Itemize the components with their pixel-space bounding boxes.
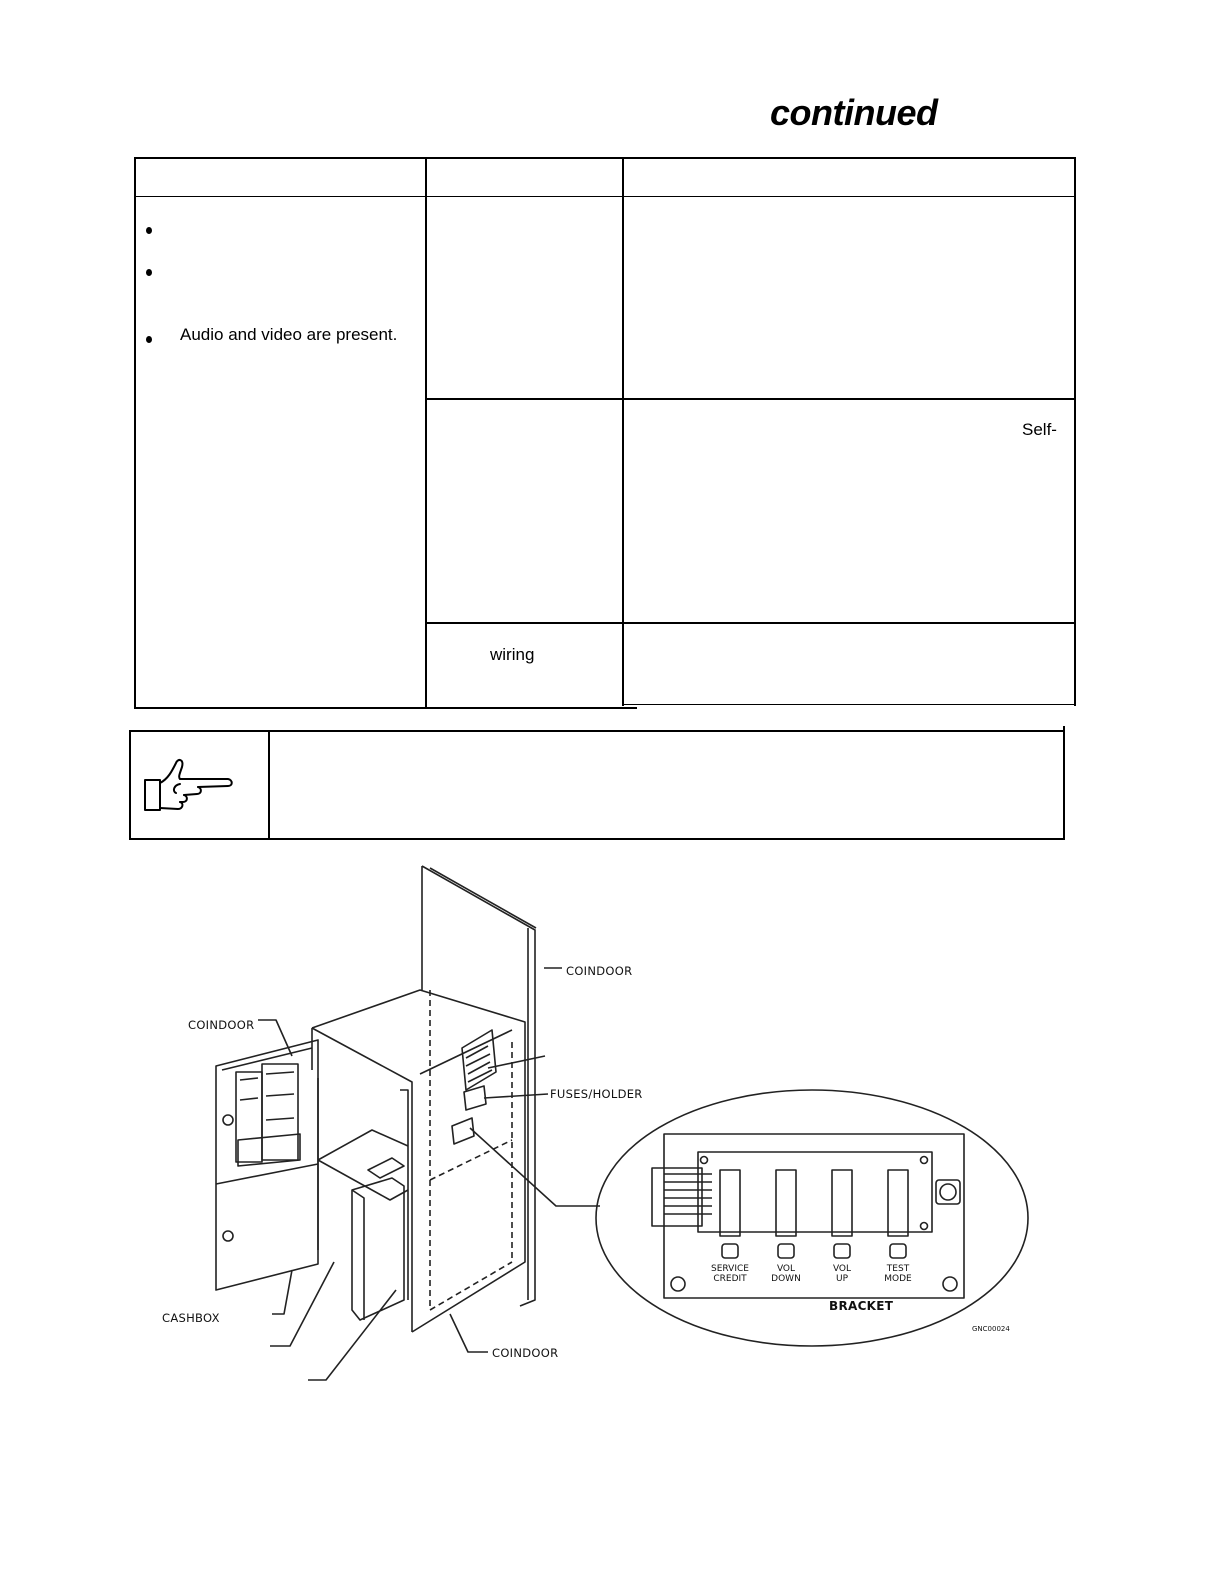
- symptom-text-3: Audio and video are present.: [180, 325, 398, 344]
- remedy-text-2: Self-: [1022, 420, 1057, 439]
- bullet-2: [146, 269, 152, 276]
- bullet-1: [146, 227, 152, 234]
- page-heading: continued: [770, 92, 938, 133]
- cabinet-diagram: [0, 850, 1228, 1410]
- label-coindoor-left: COINDOOR: [188, 1018, 255, 1032]
- button-label-test-mode: TEST MODE: [884, 1264, 912, 1284]
- label-coindoor-bottom: COINDOOR: [492, 1346, 559, 1360]
- button-label-service-credit: SERVICE CREDIT: [711, 1264, 749, 1284]
- cause-text-3: wiring: [490, 645, 535, 664]
- pointing-hand-icon: [140, 755, 235, 825]
- bullet-3: [146, 336, 152, 343]
- button-label-vol-up: VOL UP: [832, 1264, 852, 1284]
- label-coindoor-top: COINDOOR: [566, 964, 633, 978]
- label-drawing-id: GNC00024: [972, 1325, 1010, 1333]
- label-bracket: BRACKET: [829, 1299, 894, 1313]
- label-fuses-holder: FUSES/HOLDER: [550, 1087, 643, 1101]
- label-cashbox: CASHBOX: [162, 1311, 220, 1325]
- button-label-vol-down: VOL DOWN: [771, 1264, 801, 1284]
